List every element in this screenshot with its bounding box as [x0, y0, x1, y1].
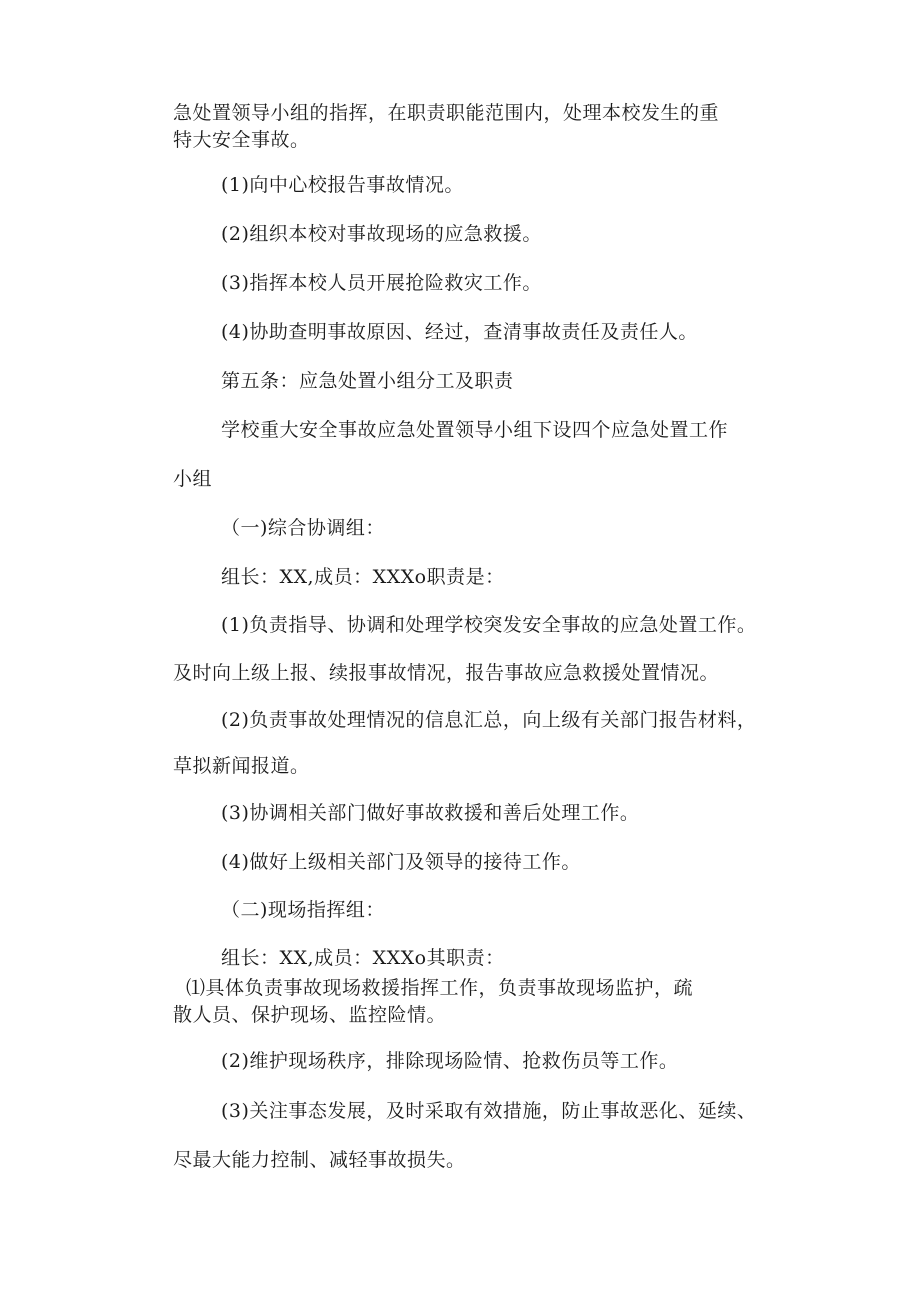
text-line: 学校重大安全事故应急处置领导小组下设四个应急处置工作 — [221, 419, 729, 441]
text-line: (2)组织本校对事故现场的应急救援。 — [221, 223, 542, 245]
text-line: (1)向中心校报告事故情况。 — [221, 174, 464, 196]
text-line: (4)做好上级相关部门及领导的接待工作。 — [221, 851, 581, 873]
text-line: (3)协调相关部门做好事故救援和善后处理工作。 — [221, 802, 640, 824]
text-line: 急处置领导小组的指挥，在职责职能范围内，处理本校发生的重 — [173, 102, 720, 124]
subsection-heading: （二)现场指挥组： — [221, 899, 385, 921]
subsection-heading: （一)综合协调组： — [221, 517, 385, 539]
text-line: 尽最大能力控制、减轻事故损失。 — [173, 1149, 466, 1171]
text-line: (3)指挥本校人员开展抢险救灾工作。 — [221, 272, 542, 294]
text-line: (3)关注事态发展，及时采取有效措施，防止事故恶化、延续、 — [221, 1100, 757, 1122]
text-line: 小组 — [173, 468, 213, 490]
text-line: ⑴具体负责事故现场救援指挥工作，负责事故现场监护，疏 — [186, 977, 694, 999]
text-line: 草拟新闻报道。 — [173, 755, 310, 777]
text-line: (2)负责事故处理情况的信息汇总，向上级有关部门报告材料， — [221, 709, 757, 731]
text-line: (2)维护现场秩序，排除现场险情、抢救伤员等工作。 — [221, 1050, 679, 1072]
text-line: 组长：XX,成员：XXXo其职责： — [221, 947, 505, 969]
text-line: (1)负责指导、协调和处理学校突发安全事故的应急处置工作。 — [221, 614, 757, 636]
text-line: (4)协助查明事故原因、经过，查清事故责任及责任人。 — [221, 321, 698, 343]
section-heading: 第五条：应急处置小组分工及职责 — [221, 370, 514, 392]
text-line: 特大安全事故。 — [173, 129, 310, 151]
text-line: 散人员、保护现场、监控险情。 — [173, 1004, 447, 1026]
text-line: 组长：XX,成员：XXXo职责是： — [221, 566, 505, 588]
text-line: 及时向上级上报、续报事故情况，报告事故应急救援处置情况。 — [173, 662, 720, 684]
